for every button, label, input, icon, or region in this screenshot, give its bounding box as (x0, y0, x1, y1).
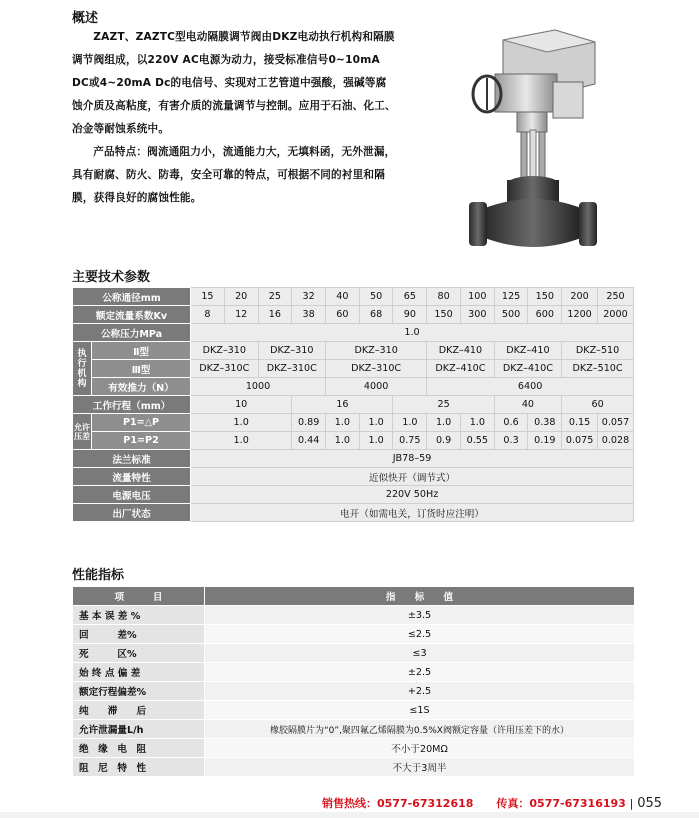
table-cell: 纯 滞 后 (73, 701, 205, 720)
table-row (73, 306, 634, 324)
table-cell: 220V 50Hz (191, 486, 634, 504)
table-cell: 1.0 (393, 414, 427, 432)
spec-title: 主要技术参数 (72, 270, 151, 285)
table-row (73, 682, 635, 701)
table-cell: 不小于20MΩ (205, 739, 635, 758)
table-row (73, 644, 635, 663)
table-cell: 32 (292, 288, 326, 306)
table-header-row (73, 587, 635, 606)
table-cell: 68 (359, 306, 393, 324)
table-cell: 电开（如需电关，订货时应注明） (191, 504, 634, 522)
table-cell: 1.0 (427, 414, 461, 432)
factory-label: 出厂状态 (73, 504, 191, 522)
table-cell: 150 (528, 288, 562, 306)
table-cell: 0.15 (562, 414, 598, 432)
table-cell: 0.028 (598, 432, 634, 450)
table-row (73, 288, 634, 306)
table-cell: 近似快开（调节式） (191, 468, 634, 486)
table-cell: 1.0 (359, 414, 393, 432)
table-cell: 1.0 (326, 414, 360, 432)
table-cell: DKZ–510 (562, 342, 634, 360)
table-cell: 1.0 (191, 432, 292, 450)
table-cell: 200 (562, 288, 598, 306)
table-cell: 1.0 (191, 414, 292, 432)
thrust-label: 有效推力（N） (91, 378, 190, 396)
table-cell: DKZ–410 (494, 342, 561, 360)
table-row (73, 663, 635, 682)
table-cell: DKZ–310 (258, 342, 325, 360)
table-row (73, 360, 634, 378)
table-cell: JB78–59 (191, 450, 634, 468)
sales-hotline: 销售热线：0577-67312618 (322, 797, 474, 810)
table-row (73, 606, 635, 625)
table-cell: DKZ–410C (494, 360, 561, 378)
table-cell: DKZ–410 (427, 342, 494, 360)
table-cell: ≤3 (205, 644, 635, 663)
table-cell: 0.89 (292, 414, 326, 432)
table-cell: 0.6 (494, 414, 528, 432)
table-row (73, 414, 634, 432)
p1-p2-label: P1=P2 (91, 432, 190, 450)
p1-dp-label: P1=△P (91, 414, 190, 432)
table-cell: ≤2.5 (205, 625, 635, 644)
table-row (73, 701, 635, 720)
table-cell: 90 (393, 306, 427, 324)
table-row (73, 324, 634, 342)
table-cell: 1.0 (326, 432, 360, 450)
table-cell: 25 (258, 288, 292, 306)
table-cell: 0.075 (562, 432, 598, 450)
performance-title: 性能指标 (72, 568, 125, 583)
table-cell: DKZ–510C (562, 360, 634, 378)
table-cell: 0.19 (528, 432, 562, 450)
pn-label: 公称压力MPa (73, 324, 191, 342)
stroke-label: 工作行程（mm） (73, 396, 191, 414)
dn-label: 公称通径mm (73, 288, 191, 306)
table-cell: 1.0 (460, 414, 494, 432)
table-cell: 阻 尼 特 性 (73, 758, 205, 777)
table-cell: 0.9 (427, 432, 461, 450)
power-label: 电源电压 (73, 486, 191, 504)
table-cell: 基 本 误 差 % (73, 606, 205, 625)
table-cell: 25 (393, 396, 494, 414)
spec-table (72, 287, 634, 522)
flow-label: 流量特性 (73, 468, 191, 486)
table-row (73, 468, 634, 486)
table-cell: 60 (326, 306, 360, 324)
table-cell: 额定行程偏差% (73, 682, 205, 701)
table-cell: DKZ–410C (427, 360, 494, 378)
table-cell: 50 (359, 288, 393, 306)
table-cell: 10 (191, 396, 292, 414)
table-cell: 1000 (191, 378, 326, 396)
table-cell: 80 (427, 288, 461, 306)
table-cell: 38 (292, 306, 326, 324)
table-cell: 1200 (562, 306, 598, 324)
table-cell: DKZ–310C (326, 360, 427, 378)
table-cell: 12 (224, 306, 258, 324)
table-cell: 15 (191, 288, 225, 306)
flange-label: 法兰标准 (73, 450, 191, 468)
table-cell: 16 (258, 306, 292, 324)
table-cell: 60 (562, 396, 634, 414)
table-cell: 1.0 (191, 324, 634, 342)
table-cell: 65 (393, 288, 427, 306)
table-row (73, 486, 634, 504)
table-cell: 40 (494, 396, 561, 414)
table-cell: 150 (427, 306, 461, 324)
table-row (73, 450, 634, 468)
col-item-header: 项 目 (73, 587, 205, 606)
footer (322, 795, 662, 811)
table-cell: 500 (494, 306, 528, 324)
table-cell: 100 (460, 288, 494, 306)
table-cell: 死 区% (73, 644, 205, 663)
table-cell: 40 (326, 288, 360, 306)
bottom-strip (0, 812, 699, 818)
table-cell: 0.75 (393, 432, 427, 450)
table-row (73, 432, 634, 450)
fax-number: 传真：0577-67316193 (496, 797, 626, 810)
dp-label: 允许压差 (73, 414, 92, 450)
table-row (73, 625, 635, 644)
table-row (73, 504, 634, 522)
table-cell: 不大于3周半 (205, 758, 635, 777)
overview-paragraph: ZAZT、ZAZTC型电动隔膜调节阀由DKZ电动执行机构和隔膜调节阀组成，以220V AC电源为动力，接受标准信号0~10mA DC或4~20mA Dc的电信号、实现对工艺管道中强酸，强碱等腐蚀介质及高粘度，有害介质的流量调节与控制。应用于石油、化工、冶金等耐蚀系统中。 (72, 31, 396, 135)
kv-label: 额定流量系数Kv (73, 306, 191, 324)
table-cell: 16 (292, 396, 393, 414)
type2-label: Ⅱ型 (91, 342, 190, 360)
table-cell: 300 (460, 306, 494, 324)
table-cell: ±3.5 (205, 606, 635, 625)
table-cell: 20 (224, 288, 258, 306)
col-value-header: 指 标 值 (205, 587, 635, 606)
table-cell: 600 (528, 306, 562, 324)
table-cell: 0.3 (494, 432, 528, 450)
table-cell: 4000 (326, 378, 427, 396)
table-row (73, 342, 634, 360)
table-cell: 允许泄漏量L/h (73, 720, 205, 739)
table-row (73, 396, 634, 414)
table-cell: 8 (191, 306, 225, 324)
table-cell: 橡胶隔膜片为“0”,聚四氟乙烯隔膜为0.5%X阀额定容量（许用压差下的水） (205, 720, 635, 739)
table-row (73, 378, 634, 396)
table-cell: 0.55 (460, 432, 494, 450)
table-cell: DKZ–310 (191, 342, 258, 360)
valve-product-image (455, 12, 625, 267)
features-paragraph: 产品特点：阀流通阻力小，流通能力大，无填料函，无外泄漏，具有耐腐、防火、防毒，安全可靠的特点，可根据不同的衬里和隔膜，获得良好的腐蚀性能。 (72, 146, 396, 204)
table-row (73, 739, 635, 758)
table-cell: 250 (598, 288, 634, 306)
table-cell: 125 (494, 288, 528, 306)
table-cell: 6400 (427, 378, 634, 396)
table-cell: ≤1S (205, 701, 635, 720)
table-cell: 始 终 点 偏 差 (73, 663, 205, 682)
table-row (73, 720, 635, 739)
table-cell: 1.0 (359, 432, 393, 450)
table-cell: 2000 (598, 306, 634, 324)
page-number: 055 (637, 796, 663, 811)
table-cell: 绝 缘 电 阻 (73, 739, 205, 758)
table-cell: DKZ–310 (326, 342, 427, 360)
table-cell: 回 差% (73, 625, 205, 644)
type3-label: Ⅲ型 (91, 360, 190, 378)
footer-separator: | (629, 797, 634, 810)
table-cell: DKZ–310C (258, 360, 325, 378)
table-row (73, 758, 635, 777)
overview-text (72, 26, 396, 210)
table-cell: 0.38 (528, 414, 562, 432)
performance-table (72, 586, 635, 777)
overview-title: 概述 (72, 11, 99, 26)
table-cell: 0.44 (292, 432, 326, 450)
actuator-label: 执行机构 (73, 342, 92, 396)
table-cell: DKZ–310C (191, 360, 258, 378)
table-cell: 0.057 (598, 414, 634, 432)
table-cell: +2.5 (205, 682, 635, 701)
table-cell: ±2.5 (205, 663, 635, 682)
